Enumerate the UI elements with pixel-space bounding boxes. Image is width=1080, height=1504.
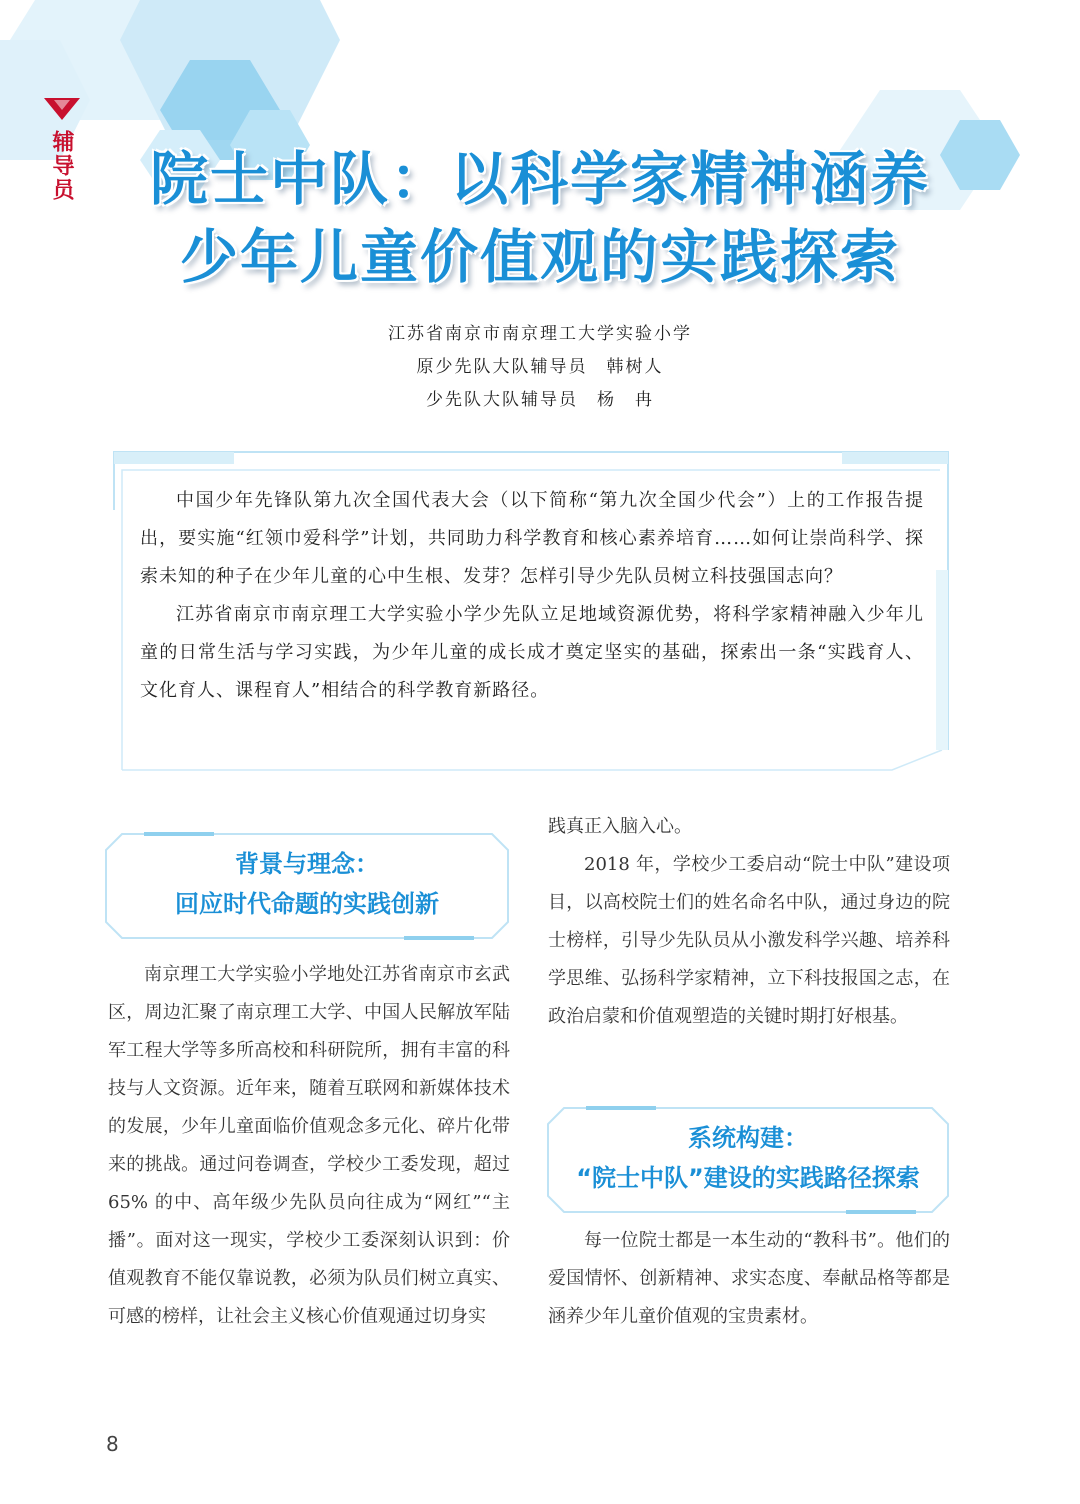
section-heading-background: [546, 1106, 950, 1214]
section-heading: [104, 844, 510, 924]
brand-text: 辅导员: [49, 130, 75, 202]
article-title: [80, 140, 1000, 296]
heading-line-2: 回应时代命题的实践创新: [175, 890, 439, 918]
body-paragraph: 每一位院士都是一本生动的“教科书”。他们的爱国情怀、创新精神、求实态度、奉献品格等都是涵养少年儿童价值观的宝贵素材。: [548, 1230, 950, 1327]
red-triangle-icon: [40, 96, 84, 124]
abstract-box: [112, 450, 950, 772]
abstract-text: [140, 482, 924, 710]
body-paragraph: 2018 年，学校少工委启动“院士中队”建设项目，以高校院士们的姓名命名中队，通过身边的院士榜样，引导少先队员从小激发科学兴趣、培养科学思维、弘扬科学家精神，立下科技报国之志，在政治启蒙和价值观塑造的关键时期打好根基。: [548, 854, 950, 1027]
body-paragraph-continued: 践真正入脑入心。: [548, 816, 692, 837]
body-paragraph: 南京理工大学实验小学地处江苏省南京市玄武区，周边汇聚了南京理工大学、中国人民解放军陆军工程大学等多所高校和科研院所，拥有丰富的科技与人文资源。近年来，随着互联网和新媒体技术的发展，少年儿童面临价值观念多元化、碎片化带来的挑战。通过问卷调查，学校少工委发现，超过 65% 的中、高年级少先队员向往成为“网红”“主播”。面对这一现实，学校少工委深刻认识到：价值观教育不能仅靠说教，必须为队员们树立真实、可感的榜样，让社会主义核心价值观通过切身实: [108, 964, 510, 1327]
section-heading-background: [104, 832, 510, 940]
heading-line-2: “院士中队”建设的实践路径探索: [576, 1164, 920, 1192]
title-line-1: 院士中队：以科学家精神涵养: [149, 145, 930, 213]
section-heading: [546, 1118, 950, 1198]
title-line-2: 少年儿童价值观的实践探索: [179, 223, 900, 291]
author-byline: [0, 318, 1080, 417]
byline-school: 江苏省南京市南京理工大学实验小学: [388, 324, 692, 344]
page-number: 8: [106, 1432, 119, 1456]
abstract-paragraph-2: 江苏省南京市南京理工大学实验小学少先队立足地域资源优势，将科学家精神融入少年儿童的日常生活与学习实践，为少年儿童的成长成才奠定坚实的基础，探索出一条“实践育人、文化育人、课程育人”相结合的科学教育新路径。: [140, 604, 924, 701]
magazine-brand: [40, 96, 84, 202]
left-column: [108, 956, 510, 1336]
byline-author-1: 原少先队大队辅导员 韩树人: [416, 357, 664, 377]
abstract-paragraph-1: 中国少年先锋队第九次全国代表大会（以下简称“第九次全国少代会”）上的工作报告提出，要实施“红领巾爱科学”计划，共同助力科学教育和核心素养培育……如何让崇尚科学、探索未知的种子在少年儿童的心中生根、发芽？怎样引导少先队员树立科技强国志向？: [140, 490, 924, 587]
byline-author-2: 少先队大队辅导员 杨 冉: [426, 390, 654, 410]
right-column-top: [548, 808, 950, 1036]
right-column-bottom: [548, 1222, 950, 1336]
heading-line-1: 系统构建：: [688, 1124, 808, 1152]
heading-line-1: 背景与理念：: [235, 850, 379, 878]
